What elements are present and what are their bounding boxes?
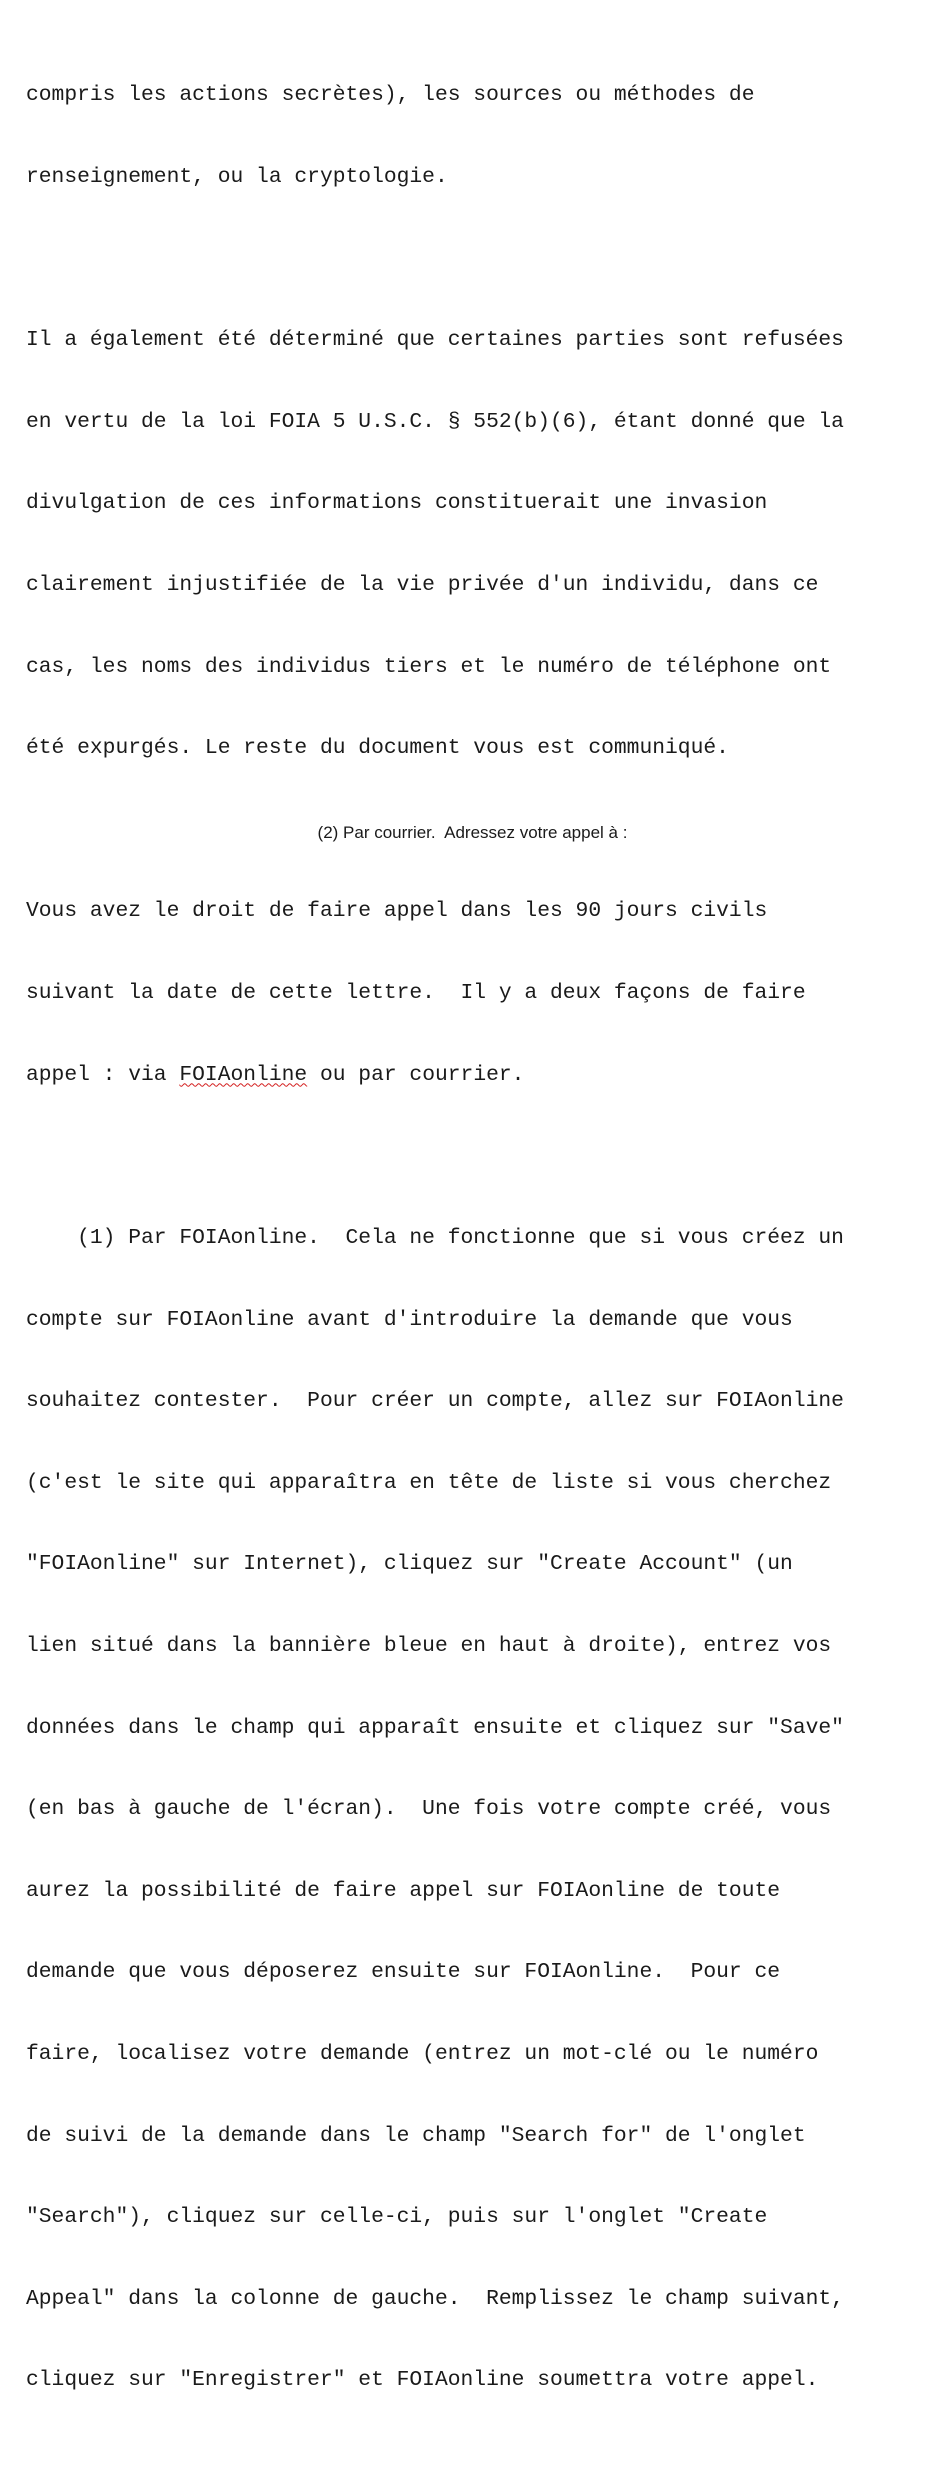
text-line: souhaitez contester. Pour créer un compte, allez sur FOIAonline	[26, 1389, 844, 1414]
text-line: Appeal" dans la colonne de gauche. Remplissez le champ suivant,	[26, 2286, 844, 2311]
text-line: compte sur FOIAonline avant d'introduire la demande que vous	[26, 1307, 793, 1332]
text-line: suivant la date de cette lettre. Il y a deux façons de faire	[26, 981, 806, 1006]
text-line: cliquez sur "Enregistrer" et FOIAonline soumettra votre appel.	[26, 2368, 819, 2393]
text-line: renseignement, ou la cryptologie.	[26, 165, 448, 190]
paragraph-foiaonline-instructions	[26, 1170, 931, 2449]
text-line: Vous avez le droit de faire appel dans les 90 jours civils	[26, 899, 768, 924]
text-line: divulgation de ces informations constituerait une invasion	[26, 491, 768, 516]
text-line: (1) Par FOIAonline. Cela ne fonctionne que si vous créez un	[26, 1225, 844, 1250]
text-line: Il a également été déterminé que certaines parties sont refusées	[26, 328, 844, 353]
text-line: clairement injustifiée de la vie privée d'un individu, dans ce	[26, 573, 819, 598]
paragraph-appeal-rights	[26, 844, 931, 1143]
text-line: aurez la possibilité de faire appel sur FOIAonline de toute	[26, 1878, 781, 1903]
text-line: lien situé dans la bannière bleue en haut à droite), entrez vos	[26, 1633, 832, 1658]
text-line: demande que vous déposerez ensuite sur FOIAonline. Pour ce	[26, 1960, 781, 1985]
document-body	[26, 28, 931, 2476]
text-segment: ou par courrier.	[307, 1062, 525, 1087]
paragraph-privacy	[26, 273, 931, 817]
text-line: faire, localisez votre demande (entrez un mot-clé ou le numéro	[26, 2041, 819, 2066]
text-line: "FOIAonline" sur Internet), cliquez sur "Create Account" (un	[26, 1552, 793, 1577]
foiaonline-word-spellcheck: FOIAonline	[179, 1062, 308, 1087]
text-line: en vertu de la loi FOIA 5 U.S.C. § 552(b)(6), étant donné que la	[26, 409, 844, 434]
text-line: cas, les noms des individus tiers et le numéro de téléphone ont	[26, 654, 832, 679]
text-line: de suivi de la demande dans le champ "Search for" de l'onglet	[26, 2123, 806, 2148]
text-line: "Search"), cliquez sur celle-ci, puis sur l'onglet "Create	[26, 2205, 768, 2230]
paragraph-exemptions	[26, 28, 931, 246]
text-line	[26, 1062, 931, 1089]
text-line: (en bas à gauche de l'écran). Une fois votre compte créé, vous	[26, 1797, 832, 1822]
text-line: été expurgés. Le reste du document vous est communiqué.	[26, 736, 729, 761]
text-line: (c'est le site qui apparaîtra en tête de liste si vous cherchez	[26, 1470, 832, 1495]
mail-appeal-heading: (2) Par courrier. Adressez votre appel à :	[317, 823, 628, 842]
text-line: compris les actions secrètes), les sources ou méthodes de	[26, 83, 755, 108]
text-line: données dans le champ qui apparaît ensuite et cliquez sur "Save"	[26, 1715, 844, 1740]
text-segment: appel : via	[26, 1062, 180, 1087]
